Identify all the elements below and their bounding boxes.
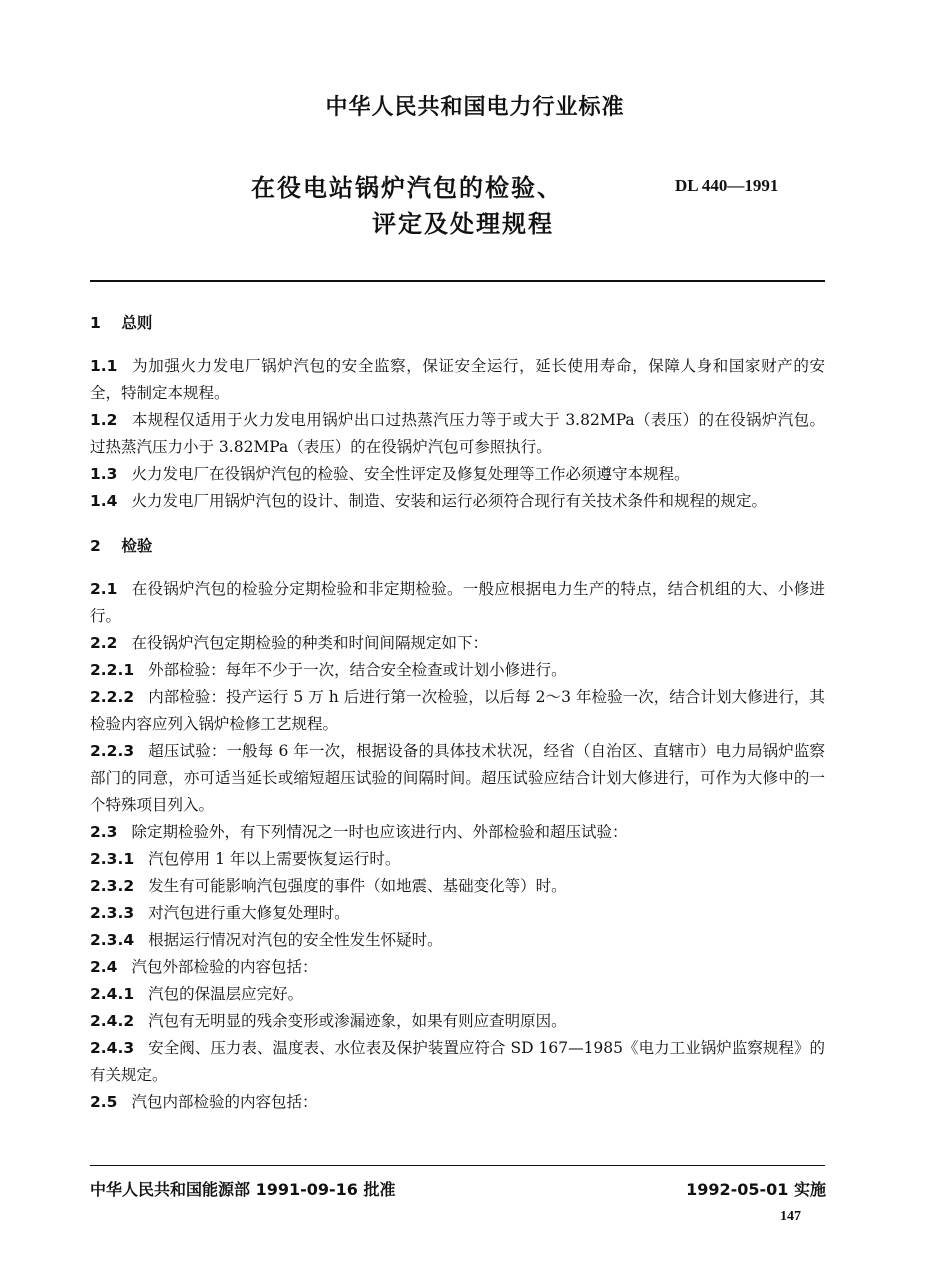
clause-number: 1.4 [90, 492, 118, 510]
clause-text: 发生有可能影响汽包强度的事件（如地震、基础变化等）时。 [148, 877, 567, 895]
clause-number: 2.3.2 [90, 877, 135, 895]
clause-paragraph [90, 927, 825, 954]
clause-number: 2.3.1 [90, 850, 135, 868]
document-title-line2: 评定及处理规程 [372, 210, 554, 238]
footer-divider [90, 1165, 825, 1166]
clause-text: 为加强火力发电厂锅炉汽包的安全监察，保证安全运行，延长使用寿命，保障人身和国家财产的安全，特制定本规程。 [90, 357, 825, 402]
clause-text: 火力发电厂用锅炉汽包的设计、制造、安装和运行必须符合现行有关技术条件和规程的规定。 [131, 492, 767, 510]
standard-header: 中华人民共和国电力行业标准 [325, 95, 625, 120]
section-heading [90, 533, 825, 560]
clause-number: 2.4.1 [90, 985, 135, 1003]
clause-text: 在役锅炉汽包的检验分定期检验和非定期检验。一般应根据电力生产的特点，结合机组的大、小修进行。 [90, 580, 825, 625]
clause-text: 内部检验：投产运行 5 万 h 后进行第一次检验，以后每 2～3 年检验一次，结合计划大修进行，其检验内容应列入锅炉检修工艺规程。 [90, 688, 825, 733]
section-title: 总则 [121, 314, 153, 332]
clause-number: 2.3.3 [90, 904, 135, 922]
clause-paragraph [90, 1035, 825, 1089]
clause-paragraph [90, 1008, 825, 1035]
clause-number: 2.2.3 [90, 742, 135, 760]
approval-line: 中华人民共和国能源部 1991-09-16 批准 [90, 1180, 396, 1199]
clause-number: 1.2 [90, 411, 118, 429]
clause-number: 2.4.3 [90, 1039, 135, 1057]
clause-paragraph [90, 576, 825, 630]
clause-number: 2.5 [90, 1093, 118, 1111]
clause-text: 汽包外部检验的内容包括： [131, 958, 318, 976]
clause-text: 安全阀、压力表、温度表、水位表及保护装置应符合 SD 167—1985《电力工业锅炉监察规程》的有关规定。 [90, 1039, 825, 1084]
document-body [90, 310, 825, 1116]
section-number: 1 [90, 314, 101, 332]
page-number: 147 [780, 1209, 801, 1224]
clause-number: 2.2.2 [90, 688, 135, 706]
clause-paragraph [90, 407, 825, 461]
clause-paragraph [90, 819, 825, 846]
clause-paragraph [90, 954, 825, 981]
effective-date: 1992-05-01 实施 [686, 1180, 826, 1199]
clause-number: 2.4.2 [90, 1012, 135, 1030]
clause-number: 2.3 [90, 823, 118, 841]
clause-number: 1.3 [90, 465, 118, 483]
clause-number: 2.3.4 [90, 931, 135, 949]
clause-text: 超压试验：一般每 6 年一次，根据设备的具体技术状况，经省（自治区、直辖市）电力局锅炉监察部门的同意，亦可适当延长或缩短超压试验的间隔时间。超压试验应结合计划大修进行，可作为大修中的一个特殊项目列入。 [90, 742, 825, 814]
clause-paragraph [90, 981, 825, 1008]
clause-paragraph [90, 846, 825, 873]
clause-text: 本规程仅适用于火力发电用锅炉出口过热蒸汽压力等于或大于 3.82MPa（表压）的在役锅炉汽包。过热蒸汽压力小于 3.82MPa（表压）的在役锅炉汽包可参照执行。 [90, 411, 825, 456]
clause-text: 外部检验：每年不少于一次，结合安全检查或计划小修进行。 [148, 661, 567, 679]
clause-text: 根据运行情况对汽包的安全性发生怀疑时。 [148, 931, 443, 949]
clause-text: 汽包停用 1 年以上需要恢复运行时。 [148, 850, 401, 868]
clause-paragraph [90, 461, 825, 488]
clause-text: 除定期检验外，有下列情况之一时也应该进行内、外部检验和超压试验： [131, 823, 628, 841]
clause-number: 2.2.1 [90, 661, 135, 679]
clause-text: 汽包的保温层应完好。 [148, 985, 304, 1003]
section-title: 检验 [121, 537, 153, 555]
clause-paragraph [90, 657, 825, 684]
header-divider [90, 280, 825, 282]
clause-text: 汽包内部检验的内容包括： [131, 1093, 318, 1111]
clause-text: 对汽包进行重大修复处理时。 [148, 904, 350, 922]
clause-number: 2.1 [90, 580, 118, 598]
document-code: DL 440—1991 [675, 176, 779, 195]
clause-paragraph [90, 630, 825, 657]
clause-paragraph [90, 1089, 825, 1116]
clause-paragraph [90, 353, 825, 407]
section-number: 2 [90, 537, 101, 555]
clause-number: 1.1 [90, 357, 118, 375]
clause-paragraph [90, 684, 825, 738]
clause-paragraph [90, 488, 825, 515]
clause-text: 汽包有无明显的残余变形或渗漏迹象，如果有则应查明原因。 [148, 1012, 567, 1030]
clause-paragraph [90, 873, 825, 900]
clause-paragraph [90, 738, 825, 819]
clause-paragraph [90, 900, 825, 927]
clause-text: 火力发电厂在役锅炉汽包的检验、安全性评定及修复处理等工作必须遵守本规程。 [131, 465, 690, 483]
document-title-line1: 在役电站锅炉汽包的检验、 [251, 174, 563, 202]
clause-number: 2.4 [90, 958, 118, 976]
clause-text: 在役锅炉汽包定期检验的种类和时间间隔规定如下： [131, 634, 488, 652]
clause-number: 2.2 [90, 634, 118, 652]
section-heading [90, 310, 825, 337]
